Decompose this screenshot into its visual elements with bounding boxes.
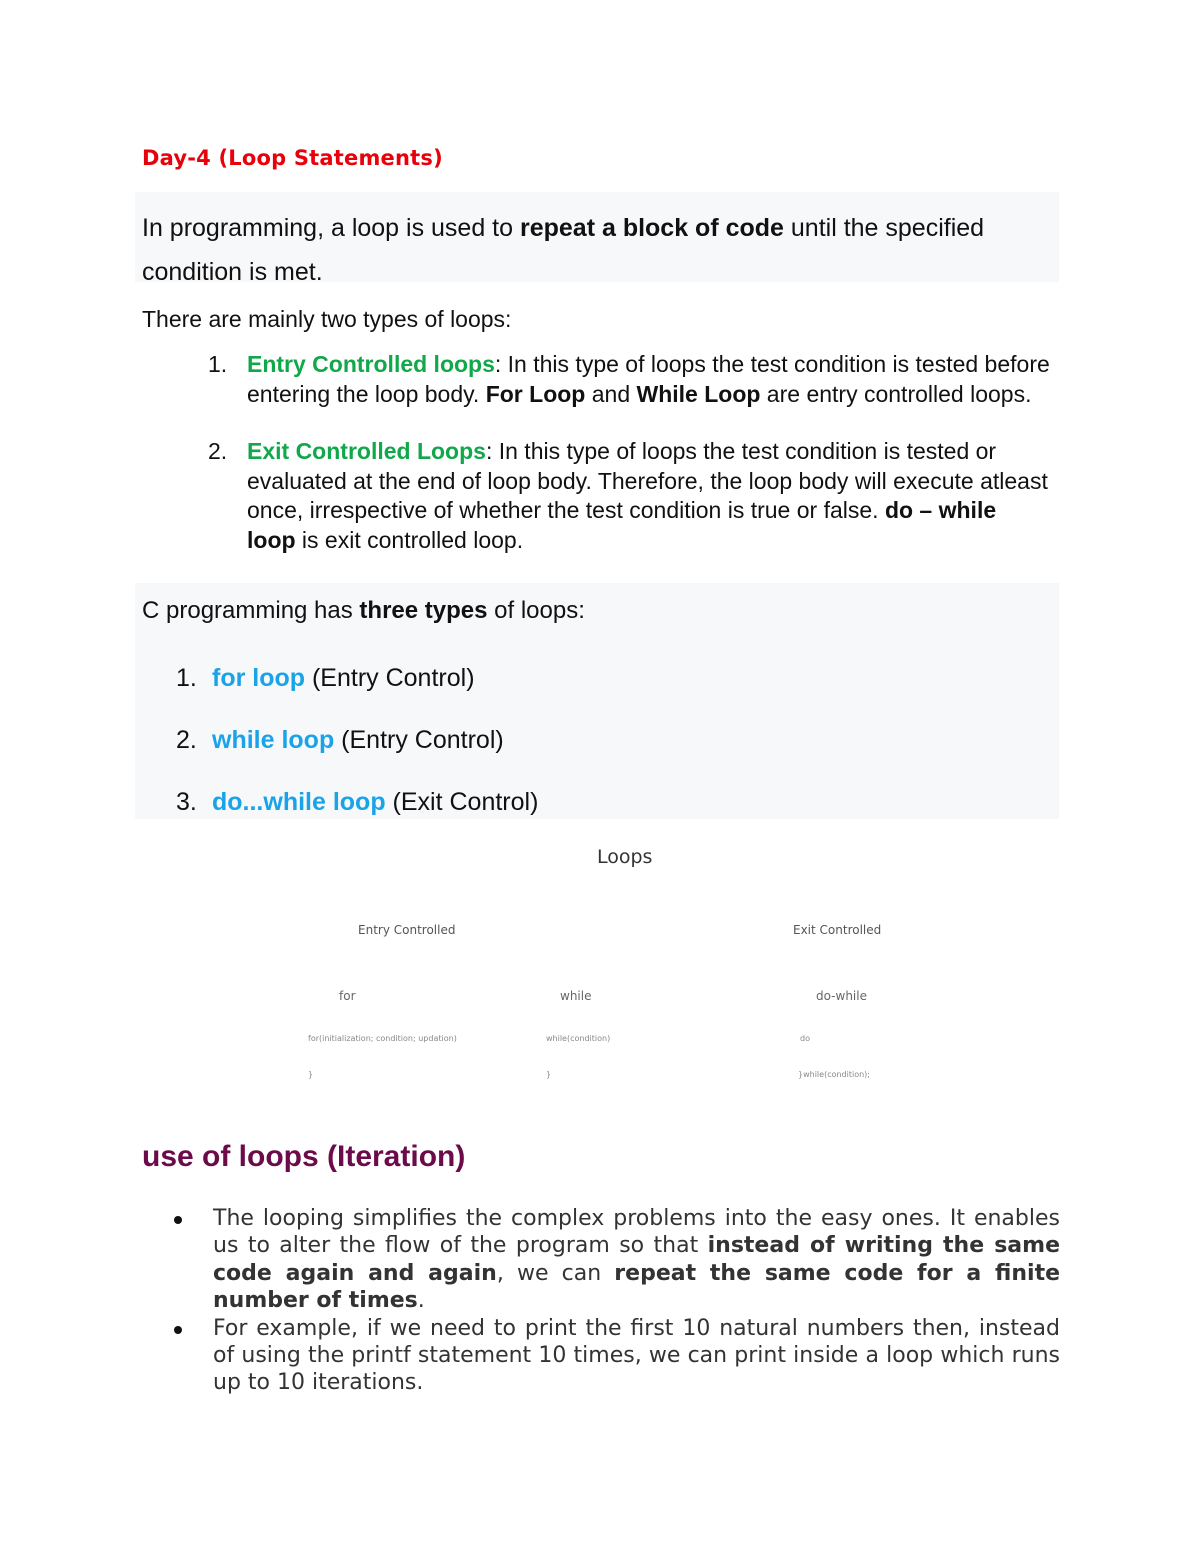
c-loop-item <box>176 726 504 755</box>
diagram-for-code: for(initialization; condition; updation) <box>308 1034 457 1043</box>
list-number: 3. <box>176 788 197 816</box>
bullet-text: , we can <box>496 1260 615 1286</box>
do-while-bold: do – while loop <box>247 497 997 553</box>
while-loop-bold: While Loop <box>636 380 761 407</box>
diagram-dowhile-node: do-while <box>816 989 867 1003</box>
list-item <box>172 1205 1060 1315</box>
intro-bold: repeat a block of code <box>519 214 784 242</box>
loop-note: (Exit Control) <box>385 788 539 816</box>
bullet-bold: repeat the same code for a finite number of times <box>213 1260 1061 1314</box>
diagram-while-end: } <box>546 1070 552 1079</box>
bullet-list <box>172 1205 1060 1397</box>
exit-loops-name: Exit Controlled Loops <box>247 438 486 464</box>
diagram-exit-category: Exit Controlled <box>793 923 882 937</box>
intro-text: In programming, a loop is used to <box>142 214 520 242</box>
c-heading-text: C programming has <box>142 597 360 624</box>
types-heading: There are mainly two types of loops: <box>142 306 512 332</box>
list-number: 1. <box>176 664 197 692</box>
for-loop-label: for loop <box>212 664 306 692</box>
list-number: 2. <box>176 726 197 754</box>
bullet-bold: instead of writing the same code again and again <box>213 1233 1060 1286</box>
bullet-text: For example, if we need to print the first 10 natural numbers then, instead of using the printf statement 10 times, we can print inside a loop which runs up to 10 iterations. <box>213 1315 1060 1396</box>
list-item <box>172 1315 1060 1397</box>
diagram-for-node: for <box>339 989 356 1003</box>
c-loop-item <box>176 788 538 817</box>
c-loop-item <box>176 664 475 693</box>
exit-text-end: is exit controlled loop. <box>295 526 524 553</box>
do-while-loop-label: do...while loop <box>212 788 386 816</box>
entry-text-and: and <box>585 380 637 407</box>
loop-note: (Entry Control) <box>305 664 475 692</box>
c-heading-text-end: of loops: <box>487 597 585 624</box>
intro-text-end: until the specified condition is met. <box>142 214 985 286</box>
loop-note: (Entry Control) <box>334 726 504 754</box>
while-loop-label: while loop <box>212 726 335 754</box>
diagram-do-end: }while(condition); <box>798 1070 870 1079</box>
list-number: 2. <box>208 438 228 464</box>
diagram-while-code: while(condition) <box>546 1034 611 1043</box>
exit-text: : In this type of loops the test condition is tested or evaluated at the end of loop body. Therefore, the loop body will execute atleast once, irrespective of whether the test condition is true or false. <box>247 438 1048 523</box>
diagram-for-end: } <box>308 1070 314 1079</box>
entry-text-end: are entry controlled loops. <box>760 380 1032 407</box>
entry-text: : In this type of loops the test condition is tested before entering the loop body. <box>247 351 1050 407</box>
bullet-icon <box>174 1326 182 1334</box>
bullet-text: . <box>417 1288 425 1314</box>
intro-paragraph <box>142 206 1042 294</box>
page-title: Day-4 (Loop Statements) <box>142 146 443 170</box>
c-loops-heading <box>142 597 585 625</box>
diagram-entry-category: Entry Controlled <box>358 923 456 937</box>
diagram-do-code: do <box>800 1034 810 1043</box>
section-heading: use of loops (Iteration) <box>142 1140 466 1173</box>
entry-loops-name: Entry Controlled loops <box>247 351 495 377</box>
list-item-entry <box>210 350 1050 409</box>
c-heading-bold: three types <box>359 597 488 624</box>
for-loop-bold: For Loop <box>485 380 586 407</box>
bullet-text: The looping simplifies the complex problems into the easy ones. It enables us to alter the flow of the program so that <box>213 1206 1060 1259</box>
diagram-while-node: while <box>560 989 592 1003</box>
list-number: 1. <box>208 351 228 377</box>
list-item-exit <box>210 437 1050 555</box>
bullet-icon <box>174 1216 182 1224</box>
diagram-title: Loops <box>597 846 653 868</box>
